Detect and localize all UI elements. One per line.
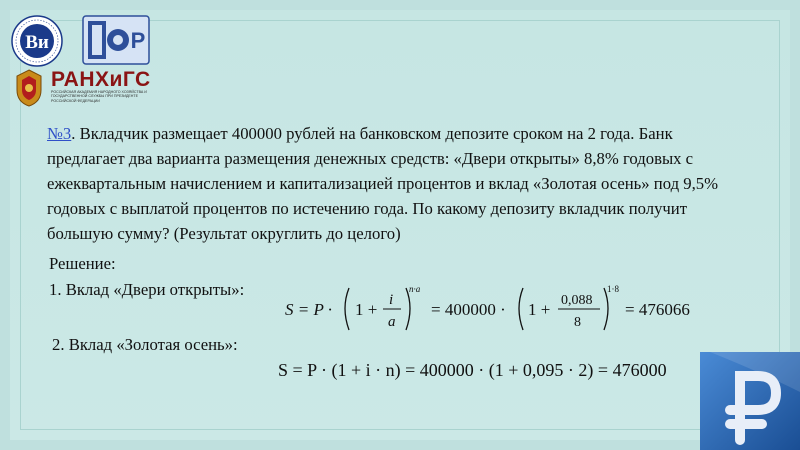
f1-i: i — [389, 292, 394, 308]
formula-deposit-1 — [285, 278, 725, 338]
problem-statement — [47, 104, 747, 262]
f1-num: 0,088 — [561, 293, 593, 308]
solution-item-2: 2. Вклад «Золотая осень»: — [52, 335, 238, 354]
hse-logo-letters: Ви — [25, 32, 49, 53]
ranepa-emblem-icon — [12, 68, 46, 108]
f1-lhs: S = P · — [285, 300, 333, 319]
ranepa-title: РАНХиГС — [51, 68, 151, 91]
hse-logo-icon — [11, 15, 63, 67]
ranepa-subtitle: РОССИЙСКАЯ АКАДЕМИЯ НАРОДНОГО ХОЗЯЙСТВА И ГОСУДАРСТВЕННОЙ СЛУЖБЫ ПРИ ПРЕЗИДЕНТЕ РОССИЙСКОЙ ФЕДЕРАЦИИ — [51, 90, 147, 103]
solution-label: Решение: — [49, 254, 116, 273]
f1-eq1: = 400000 · — [431, 300, 506, 319]
svg-text:P: P — [130, 28, 146, 53]
ruble-sign-icon — [700, 352, 800, 450]
f1-one2: 1 + — [528, 300, 551, 319]
solution-item-1: 1. Вклад «Двери открыты»: — [49, 280, 245, 299]
f1-result: = 476066 — [625, 300, 690, 319]
f2-text: S = P · (1 + i · n) = 400000 · (1 + 0,095 · 2) = 476000 — [278, 360, 667, 380]
fep-logo-icon — [82, 15, 150, 65]
problem-text: . Вкладчик размещает 400000 рублей на банковском депозите сроком на 2 года. Банк предлагает два варианта размещения денежных средств: «Двери открыты» 8,8% годовых с ежеквартальным начислением и капитализацией процентов и вклад «Золотая осень» под 9,5% годовых с выплатой процентов по истечению года. По какому депозиту вкладчик получит большую сумму? (Результат округлить до целого) — [47, 123, 719, 243]
f1-one: 1 + — [355, 300, 378, 319]
problem-number-link[interactable]: №3 — [47, 123, 72, 143]
f1-exp2: 1·8 — [607, 284, 619, 294]
formula-deposit-2 — [278, 352, 708, 386]
f1-exp: n·a — [409, 284, 421, 294]
f1-den: 8 — [574, 315, 581, 330]
f1-a: a — [388, 314, 396, 330]
